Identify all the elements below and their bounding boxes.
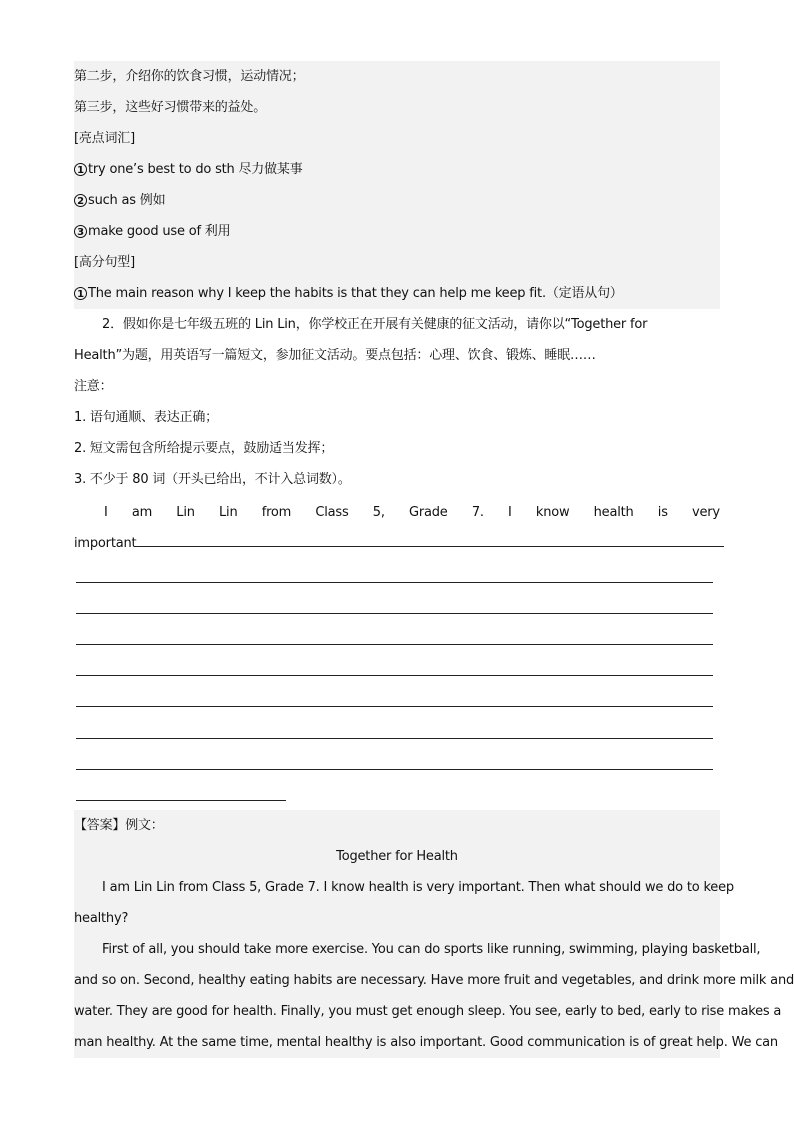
- sentence-item-text: The main reason why I keep the habits is that they can help me keep fit.（定语从句）: [88, 286, 623, 301]
- vocab-item-text: such as 例如: [88, 193, 166, 208]
- note-heading: 注意：: [74, 379, 113, 394]
- note-item: 3. 不少于 80 词（开头已给出，不计入总词数）。: [74, 472, 351, 487]
- opening-word: I: [508, 505, 512, 520]
- circled-number: 1: [74, 163, 87, 176]
- vocab-item-text: make good use of 利用: [88, 224, 231, 239]
- writing-opening-continuation: [74, 528, 720, 559]
- answer-blank-line[interactable]: [76, 675, 713, 676]
- opening-end-word: important: [74, 536, 137, 551]
- essay-line: I am Lin Lin from Class 5, Grade 7. I know health is very important. Then what should we do to keep: [74, 872, 720, 903]
- question-2-line-2: Health”为题，用英语写一篇短文，参加征文活动。要点包括：心理、饮食、锻炼、睡眠……: [74, 348, 596, 363]
- circled-number: 2: [74, 194, 87, 207]
- note-item: 2. 短文需包含所给提示要点，鼓励适当发挥；: [74, 441, 334, 456]
- opening-word: Lin: [176, 505, 195, 520]
- sentence-item: [74, 278, 720, 309]
- circled-number: 3: [74, 225, 87, 238]
- writing-opening-line: [74, 497, 720, 528]
- answer-blank-line[interactable]: [76, 738, 713, 739]
- answer-blank-line[interactable]: [76, 644, 713, 645]
- essay-title: Together for Health: [74, 841, 720, 872]
- opening-word: from: [261, 505, 292, 520]
- vocab-item: [74, 216, 720, 247]
- opening-word: am: [131, 505, 153, 520]
- sentence-heading: [高分句型]: [74, 247, 720, 278]
- essay-line: healthy?: [74, 903, 720, 934]
- opening-word: 5,: [372, 505, 385, 520]
- answer-blank-line[interactable]: [76, 582, 713, 583]
- step-3-text: 第三步，这些好习惯带来的益处。: [74, 92, 720, 123]
- step-2-text: 第二步，介绍你的饮食习惯，运动情况；: [74, 61, 720, 92]
- vocab-item: [74, 154, 720, 185]
- circled-number: 1: [74, 287, 87, 300]
- opening-word: very: [692, 505, 720, 520]
- answer-blank-line[interactable]: [76, 613, 713, 614]
- note-item: 1. 语句通顺、表达正确；: [74, 410, 218, 425]
- essay-line: man healthy. At the same time, mental healthy is also important. Good communication is of great help. We can: [74, 1027, 720, 1058]
- essay-line: and so on. Second, healthy eating habits are necessary. Have more fruit and vegetables, and drink more milk and: [74, 965, 720, 996]
- answer-blank-line[interactable]: [76, 769, 713, 770]
- vocab-item: [74, 185, 720, 216]
- essay-line: water. They are good for health. Finally, you must get enough sleep. You see, early to bed, early to rise makes a: [74, 996, 720, 1027]
- opening-word: I: [104, 505, 108, 520]
- answer-blank-line[interactable]: [76, 800, 286, 801]
- opening-word: Lin: [218, 505, 238, 520]
- opening-word: 7.: [471, 505, 484, 520]
- opening-word: Grade: [408, 505, 448, 520]
- answer-heading: 【答案】例文：: [74, 810, 720, 841]
- vocab-item-text: try one’s best to do sth 尽力做某事: [88, 162, 303, 177]
- opening-word: Class: [315, 505, 349, 520]
- vocab-heading: [亮点词汇]: [74, 123, 720, 154]
- opening-word: health: [593, 505, 634, 520]
- answer-blank-line[interactable]: [136, 532, 724, 547]
- essay-line: First of all, you should take more exercise. You can do sports like running, swimming, playing basketball,: [74, 934, 720, 965]
- opening-word: is: [657, 505, 668, 520]
- answer-blank-line[interactable]: [76, 706, 713, 707]
- question-2-line-1: 2．假如你是七年级五班的 Lin Lin，你学校正在开展有关健康的征文活动，请你以“Together for: [102, 317, 648, 332]
- opening-word: know: [535, 505, 570, 520]
